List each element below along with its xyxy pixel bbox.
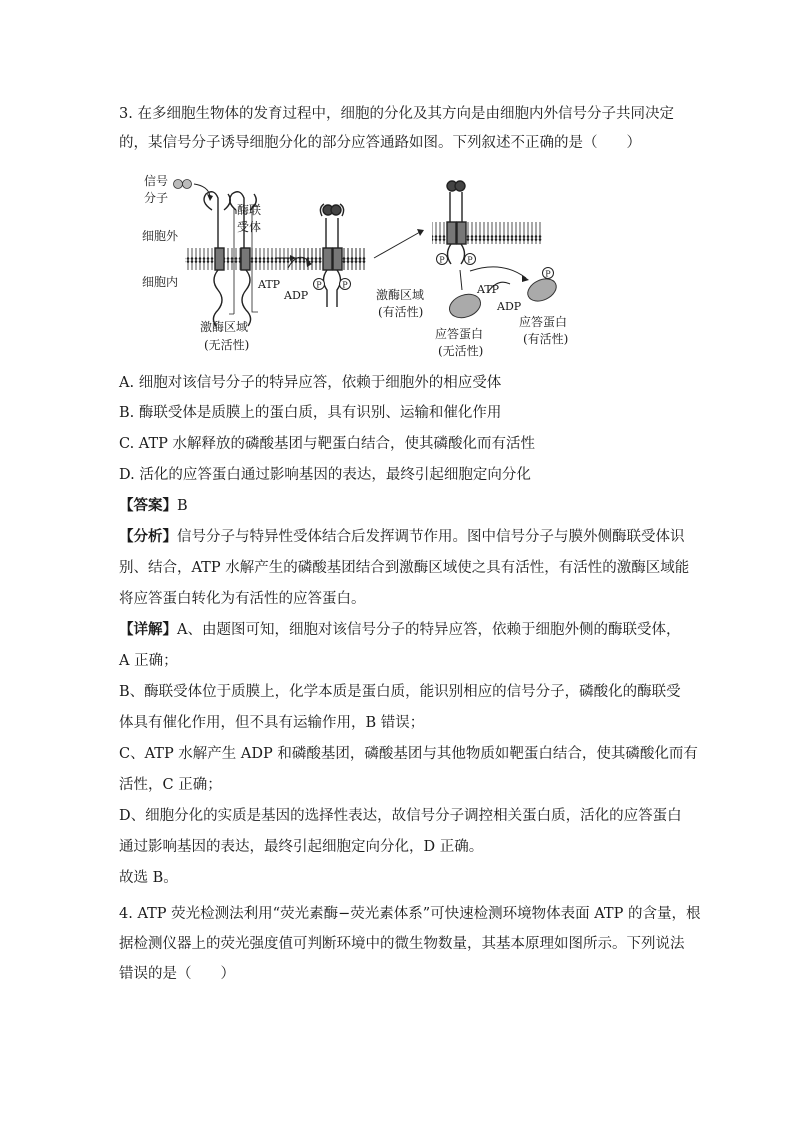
detail-b-line2: 体具有催化作用，但不具有运输作用，B 错误； bbox=[119, 715, 425, 731]
atp-label: ATP bbox=[477, 283, 500, 296]
analysis-line3: 将应答蛋白转化为有活性的应答蛋白。 bbox=[119, 591, 366, 607]
phosphorylation-arrow bbox=[470, 267, 526, 278]
phosphate-label: P bbox=[545, 269, 551, 279]
response-inactive-label: 应答蛋白 bbox=[435, 327, 484, 341]
analysis-text: 信号分子与特异性受体结合后发挥调节作用。图中信号分子与膜外侧酶联受体识 bbox=[177, 529, 685, 545]
phosphate-label: P bbox=[439, 255, 445, 265]
detail-b-line1: B、酶联受体位于质膜上，化学本质是蛋白质，能识别相应的信号分子，磷酸化的酶联受 bbox=[119, 684, 681, 700]
signal-molecule-icon bbox=[174, 180, 183, 189]
receptor-label: 受体 bbox=[237, 220, 262, 234]
q3-stem-line2: 的，某信号分子诱导细胞分化的部分应答通路如图。下列叙述不正确的是（ ） bbox=[119, 135, 641, 151]
kinase-active-label: 激酶区域 bbox=[376, 288, 425, 302]
option-d: D. 活化的应答蛋白通过影响基因的表达，最终引起细胞定向分化 bbox=[119, 467, 531, 483]
phosphate-label: P bbox=[342, 280, 348, 290]
q4-stem-line1: 4. ATP 荧光检测法利用“荧光素酶−荧光素体系”可快速检测环境物体表面 ATP 的含量，根 bbox=[119, 906, 701, 922]
response-protein-active bbox=[524, 275, 560, 306]
detail-a-line2: A 正确； bbox=[119, 653, 178, 669]
detail-a-line1 bbox=[119, 620, 679, 640]
kinase-inactive-label: (无活性) bbox=[204, 338, 250, 352]
receptor-dimer-bound bbox=[320, 204, 343, 307]
receptor-label: 酶联 bbox=[237, 203, 262, 217]
receptor-dimer-active bbox=[447, 181, 466, 264]
option-a: A. 细胞对该信号分子的特异应答，依赖于细胞外的相应受体 bbox=[119, 375, 502, 391]
phosphate-label: P bbox=[316, 280, 322, 290]
conclusion: 故选 B。 bbox=[119, 870, 178, 886]
response-active-label: 应答蛋白 bbox=[519, 315, 568, 329]
detail-text: A、由题图可知，细胞对该信号分子的特异应答，依赖于细胞外侧的酶联受体， bbox=[177, 622, 681, 638]
analysis-label: 【分析】 bbox=[119, 528, 177, 545]
detail-d-line1: D、细胞分化的实质是基因的选择性表达，故信号分子调控相关蛋白质，活化的应答蛋白 bbox=[119, 808, 682, 824]
answer bbox=[119, 496, 679, 516]
answer-value: B bbox=[177, 498, 188, 514]
detail-label: 【详解】 bbox=[119, 621, 177, 638]
atp-label: ATP bbox=[258, 278, 281, 291]
detail-d-line2: 通过影响基因的表达，最终引起细胞定向分化，D 正确。 bbox=[119, 839, 484, 855]
kinase-active-label: (有活性) bbox=[378, 305, 424, 319]
q4-stem-line2: 据检测仪器上的荧光强度值可判断环境中的微生物数量，其基本原理如图所示。下列说法 bbox=[119, 936, 685, 952]
signal-molecule-icon bbox=[183, 180, 192, 189]
signal-pathway-figure bbox=[130, 172, 600, 362]
phosphate-label: P bbox=[467, 255, 473, 265]
signal-label: 分子 bbox=[144, 191, 169, 205]
response-inactive-label: (无活性) bbox=[438, 344, 484, 358]
outside-label: 细胞外 bbox=[142, 229, 179, 243]
adp-label: ADP bbox=[497, 300, 522, 313]
answer-label: 【答案】 bbox=[119, 497, 177, 514]
signal-label: 信号 bbox=[144, 174, 169, 188]
transition-arrow bbox=[374, 232, 420, 258]
analysis-line2: 别、结合，ATP 水解产生的磷酸基团结合到激酶区域使之具有活性，有活性的激酶区域能 bbox=[119, 560, 690, 576]
analysis-line1 bbox=[119, 527, 685, 547]
response-active-label: (有活性) bbox=[523, 332, 569, 346]
q4-stem-line3: 错误的是（ ） bbox=[119, 966, 235, 982]
adp-label: ADP bbox=[284, 289, 309, 302]
option-c: C. ATP 水解释放的磷酸基团与靶蛋白结合，使其磷酸化而有活性 bbox=[119, 436, 536, 452]
detail-c-line2: 活性，C 正确； bbox=[119, 777, 222, 793]
kinase-inactive-label: 激酶区域 bbox=[200, 320, 249, 334]
option-b: B. 酶联受体是质膜上的蛋白质，具有识别、运输和催化作用 bbox=[119, 405, 502, 421]
inside-label: 细胞内 bbox=[142, 275, 179, 289]
detail-c-line1: C、ATP 水解产生 ADP 和磷酸基团，磷酸基团与其他物质如靶蛋白结合，使其磷酸化而有 bbox=[119, 746, 698, 762]
q3-stem-line1: 3. 在多细胞生物体的发育过程中，细胞的分化及其方向是由细胞内外信号分子共同决定 bbox=[119, 106, 674, 122]
